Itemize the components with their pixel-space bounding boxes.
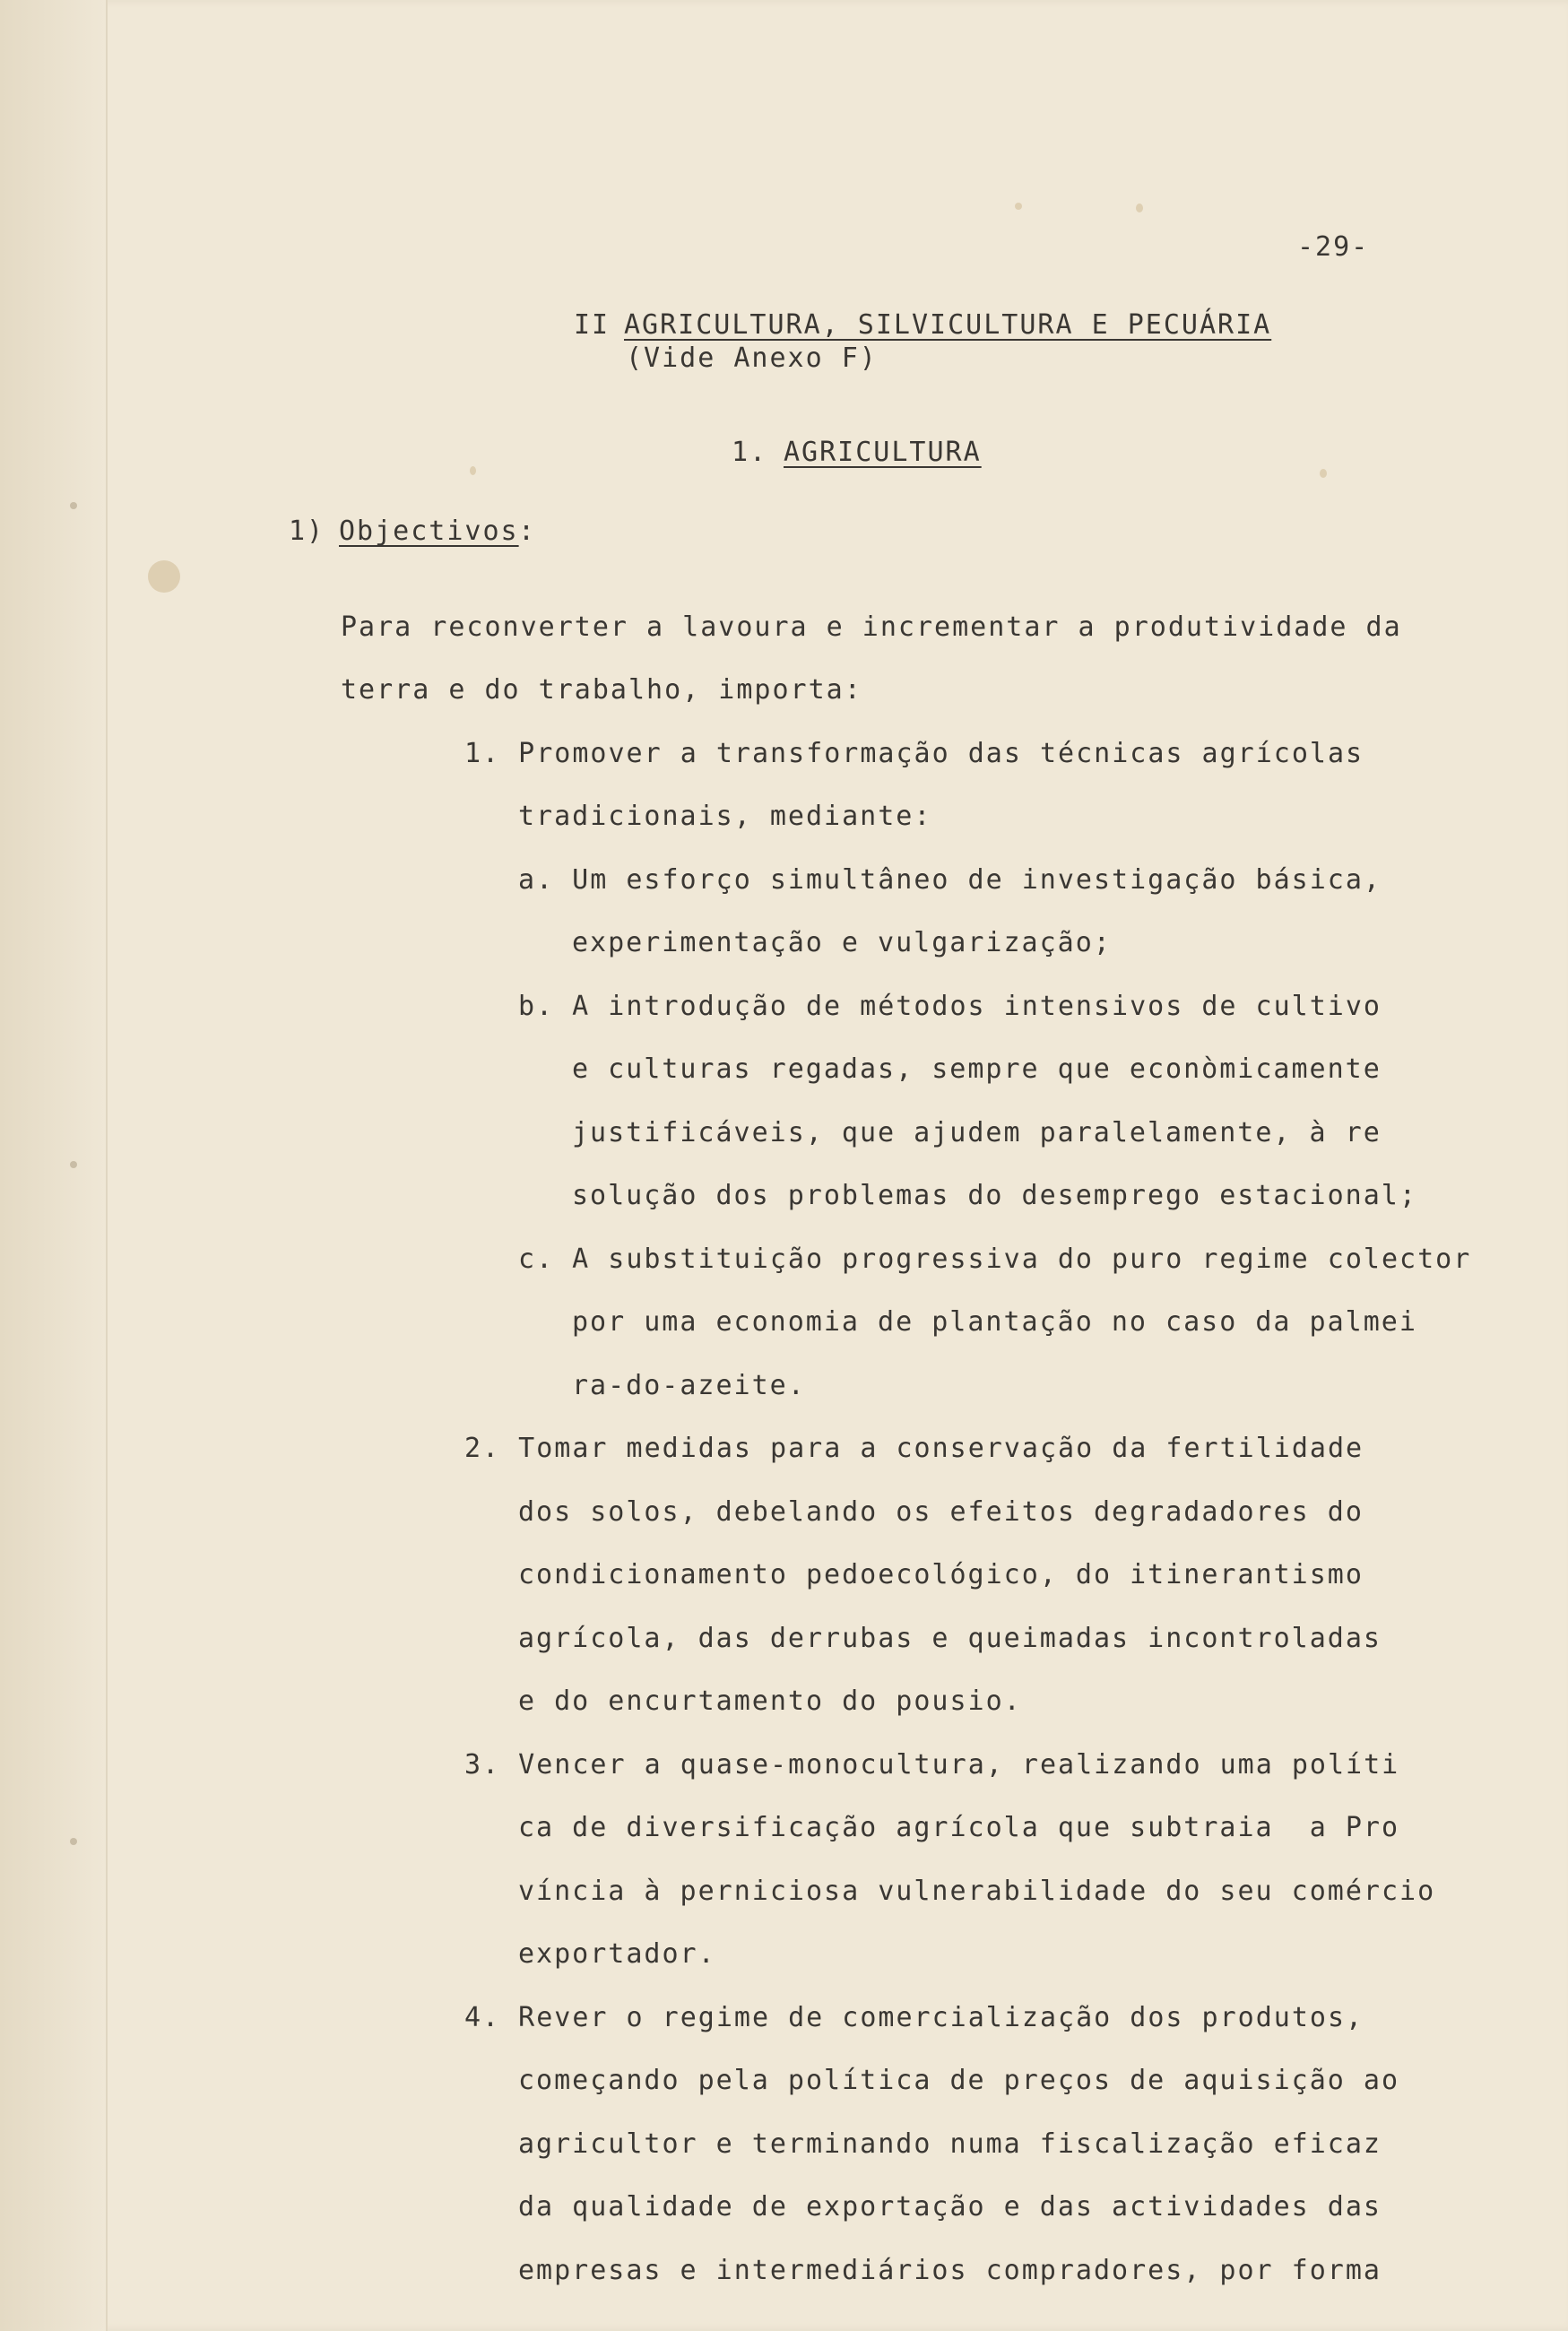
- punch-hole: [70, 502, 77, 509]
- body-line: por uma economia de plantação no caso da palmei: [572, 1306, 1417, 1338]
- list-item-1: 1. Promover a transformação das técnicas agrícolas: [464, 738, 1364, 769]
- page-left-edge: [0, 0, 106, 2331]
- list-item-3: 3. Vencer a quase-monocultura, realizando uma políti: [464, 1749, 1400, 1781]
- stain-spot: [1320, 469, 1327, 478]
- stain-spot: [1136, 204, 1143, 212]
- body-line: terra e do trabalho, importa:: [341, 674, 862, 706]
- body-line: agrícola, das derrubas e queimadas incontroladas: [518, 1623, 1382, 1654]
- heading-suffix: :: [518, 516, 537, 547]
- body-line: ra-do-azeite.: [572, 1370, 806, 1401]
- body-line: solução dos problemas do desemprego estacional;: [572, 1180, 1417, 1211]
- subsection-title: AGRICULTURA: [784, 437, 982, 468]
- stain-spot: [1015, 203, 1022, 210]
- body-line: Para reconverter a lavoura e incrementar a produtividade da: [341, 611, 1402, 643]
- punch-hole: [70, 1838, 77, 1845]
- list-subitem-b: b. A introdução de métodos intensivos de cultivo: [518, 991, 1382, 1022]
- punch-hole: [70, 1161, 77, 1168]
- body-line: condicionamento pedoecológico, do itinerantismo: [518, 1559, 1364, 1590]
- section-numeral: II: [574, 309, 611, 341]
- list-subitem-a: a. Um esforço simultâneo de investigação básica,: [518, 864, 1382, 896]
- body-line: dos solos, debelando os efeitos degradadores do: [518, 1496, 1364, 1528]
- body-line: ca de diversificação agrícola que subtraia a Pro: [518, 1812, 1400, 1843]
- heading-number: 1): [289, 516, 325, 547]
- list-item-2: 2. Tomar medidas para a conservação da fertilidade: [464, 1433, 1364, 1464]
- page-fold-line: [106, 0, 108, 2331]
- body-line: exportador.: [518, 1938, 716, 1970]
- body-line: e do encurtamento do pousio.: [518, 1685, 1022, 1717]
- body-line: agricultor e terminando numa fiscalização eficaz: [518, 2128, 1382, 2160]
- stain-spot: [470, 466, 476, 475]
- stain-spot: [148, 560, 180, 593]
- section-title: AGRICULTURA, SILVICULTURA E PECUÁRIA: [624, 309, 1272, 341]
- body-line: víncia à perniciosa vulnerabilidade do seu comércio: [518, 1876, 1436, 1907]
- section-subtitle: (Vide Anexo F): [626, 342, 878, 374]
- body-line: justificáveis, que ajudem paralelamente, à re: [572, 1117, 1382, 1148]
- body-line: começando pela política de preços de aquisição ao: [518, 2065, 1400, 2096]
- subsection-number: 1.: [732, 437, 768, 468]
- body-line: e culturas regadas, sempre que econòmicamente: [572, 1053, 1382, 1085]
- list-subitem-c: c. A substituição progressiva do puro regime colector: [518, 1243, 1472, 1275]
- body-line: experimentação e vulgarização;: [572, 927, 1112, 958]
- list-item-4: 4. Rever o regime de comercialização dos produtos,: [464, 2002, 1364, 2033]
- body-line: tradicionais, mediante:: [518, 801, 932, 832]
- body-line: empresas e intermediários compradores, por forma: [518, 2255, 1382, 2286]
- page-number: -29-: [1297, 231, 1370, 263]
- heading-title: Objectivos: [339, 516, 519, 547]
- body-line: da qualidade de exportação e das actividades das: [518, 2191, 1382, 2223]
